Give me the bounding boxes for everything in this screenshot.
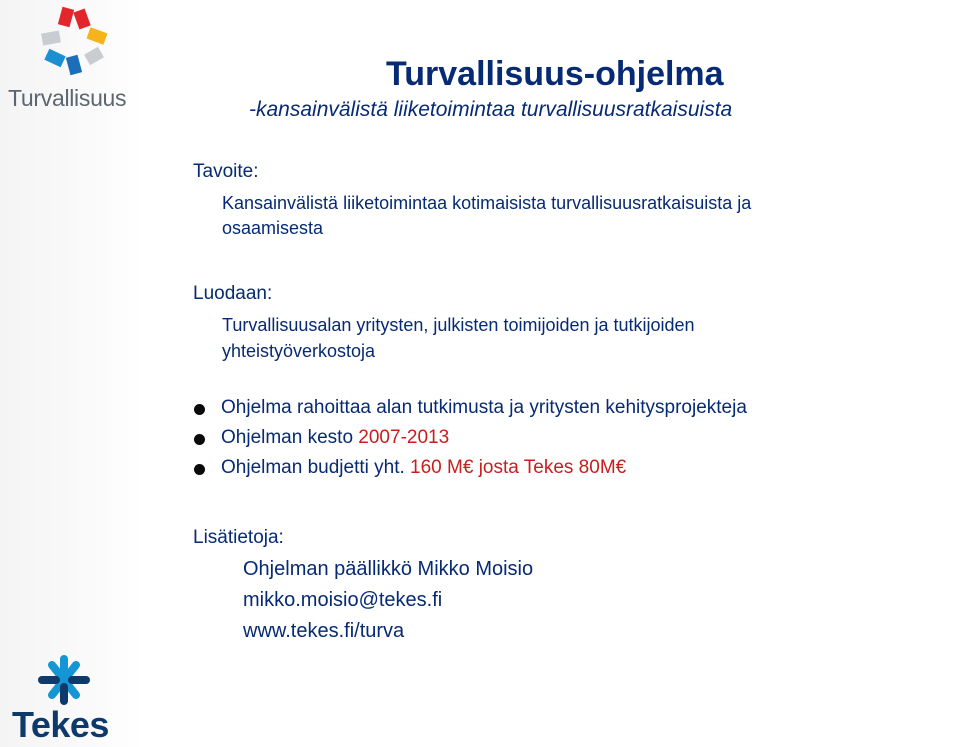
duration-value: 2007-2013	[358, 427, 450, 448]
program-facts-list	[193, 397, 747, 487]
bullet-icon	[194, 434, 205, 445]
bullet-icon	[194, 464, 205, 475]
bullet-icon	[194, 404, 205, 415]
goal-line-1: Kansainvälistä liiketoimintaa kotimaisista turvallisuusratkaisuista ja	[222, 193, 752, 213]
goal-line-2: osaamisesta	[222, 218, 324, 238]
contact-label: Lisätietoja:	[193, 527, 284, 548]
sidebar	[0, 0, 145, 747]
duration-label: Ohjelman kesto	[221, 427, 359, 448]
contact-manager: Ohjelman päällikkö Mikko Moisio	[243, 558, 534, 580]
page-subtitle: -kansainvälistä liiketoimintaa turvallisuusratkaisuista	[249, 98, 733, 121]
contact-email[interactable]: mikko.moisio@tekes.fi	[243, 589, 443, 611]
create-line-2: yhteistyöverkostoja	[222, 341, 376, 361]
budget-value: 160 M€ josta Tekes 80M€	[410, 457, 627, 478]
tekes-emblem-icon	[34, 655, 94, 705]
page-title: Turvallisuus-ohjelma	[386, 55, 724, 93]
turvallisuus-logo	[8, 6, 140, 111]
contact-website[interactable]: www.tekes.fi/turva	[243, 620, 405, 642]
create-line-1: Turvallisuusalan yritysten, julkisten toimijoiden ja tutkijoiden	[222, 315, 695, 335]
create-label: Luodaan:	[193, 283, 273, 304]
turvallisuus-logo-text: Turvallisuus	[8, 85, 127, 111]
turvallisuus-emblem-icon	[38, 6, 110, 78]
funding-text: Ohjelma rahoittaa alan tutkimusta ja yritysten kehitysprojekteja	[221, 397, 747, 418]
list-item	[193, 397, 747, 427]
tekes-logo	[12, 655, 137, 745]
tekes-logo-text: Tekes	[12, 704, 109, 745]
budget-label: Ohjelman budjetti yht.	[221, 457, 411, 478]
list-item	[193, 457, 747, 487]
list-item	[193, 427, 747, 457]
goal-label: Tavoite:	[193, 161, 259, 182]
